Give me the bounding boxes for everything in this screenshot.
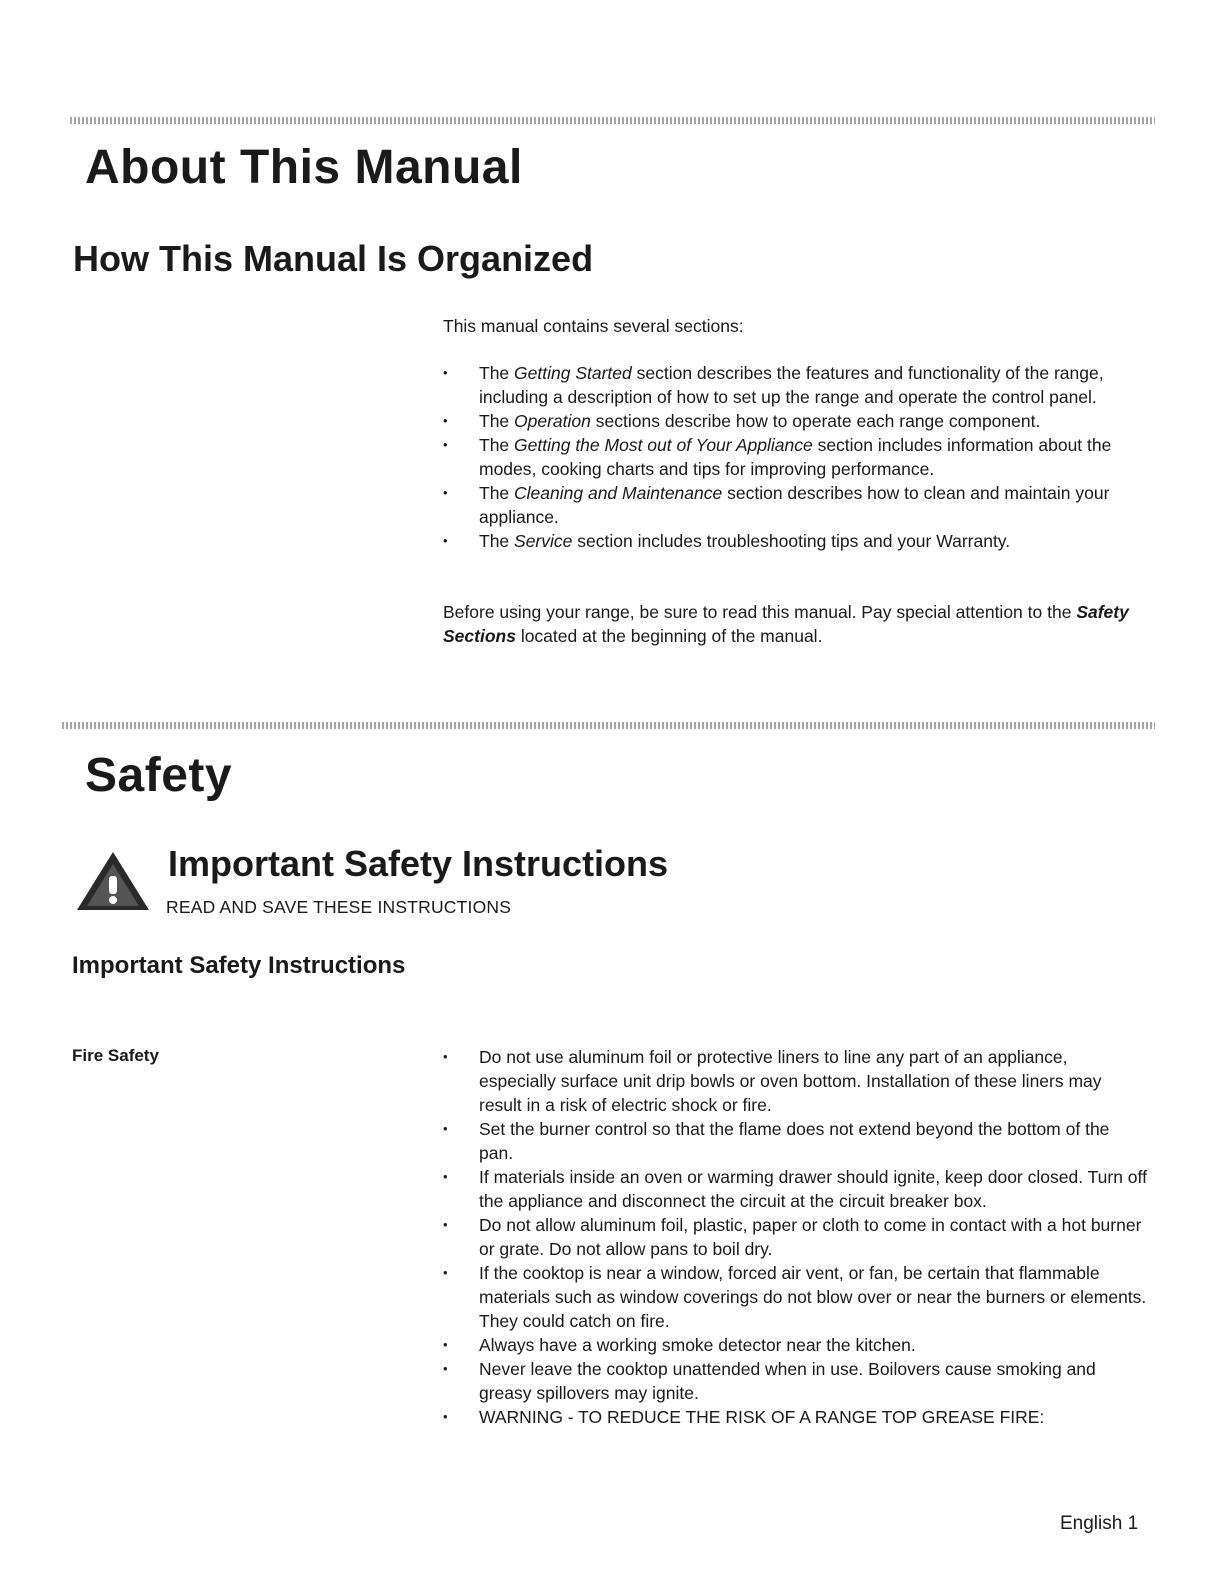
section-divider-top [70,117,1155,124]
list-item: • If the cooktop is near a window, forced air vent, or fan, be certain that flammable materials such as window coverings do not blow over or near the burners or elements. They could catch on fire. [443,1261,1148,1333]
heading-important-safety: Important Safety Instructions [168,843,669,884]
fire-safety-list [443,1045,1148,1429]
list-item: • Do not allow aluminum foil, plastic, paper or cloth to come in contact with a hot burner or grate. Do not allow pans to boil dry. [443,1213,1148,1261]
intro-text: This manual contains several sections: [443,316,744,336]
list-item: • The Operation sections describe how to operate each range component. [443,409,1143,433]
section-divider-safety [62,722,1155,729]
page-title-safety: Safety [85,749,233,802]
list-item: • If materials inside an oven or warming drawer should ignite, keep door closed. Turn off the appliance and disconnect the circuit at the circuit breaker box. [443,1165,1148,1213]
page-title-about: About This Manual [85,141,523,194]
sections-list [443,361,1143,553]
page-number: English 1 [1060,1513,1139,1534]
warning-triangle-icon [75,850,151,912]
list-item: • Set the burner control so that the flame does not extend beyond the bottom of the pan. [443,1117,1148,1165]
list-item: • The Cleaning and Maintenance section describes how to clean and maintain your appliance. [443,481,1143,529]
list-item: • Do not use aluminum foil or protective liners to line any part of an appliance, especially surface unit drip bowls or oven bottom. Installation of these liners may result in a risk of electric shock or fire. [443,1045,1148,1117]
list-item: • The Getting Started section describes the features and functionality of the range, including a description of how to set up the range and operate the control panel. [443,361,1143,409]
side-heading-safety: Important Safety Instructions [72,952,406,979]
heading-manual-organized: How This Manual Is Organized [73,238,594,279]
closing-paragraph: Before using your range, be sure to read this manual. Pay special attention to the Safety Sections located at the beginning of the manual. [443,602,1129,646]
list-item: • Always have a working smoke detector near the kitchen. [443,1333,1148,1357]
list-item: • WARNING - TO REDUCE THE RISK OF A RANGE TOP GREASE FIRE: [443,1405,1148,1429]
list-item: • The Service section includes troubleshooting tips and your Warranty. [443,529,1143,553]
list-item: • The Getting the Most out of Your Appliance section includes information about the modes, cooking charts and tips for improving performance. [443,433,1143,481]
list-item: • Never leave the cooktop unattended when in use. Boilovers cause smoking and greasy spillovers may ignite. [443,1357,1148,1405]
fire-safety-label: Fire Safety [72,1046,159,1065]
read-save-instructions: READ AND SAVE THESE INSTRUCTIONS [166,897,512,917]
